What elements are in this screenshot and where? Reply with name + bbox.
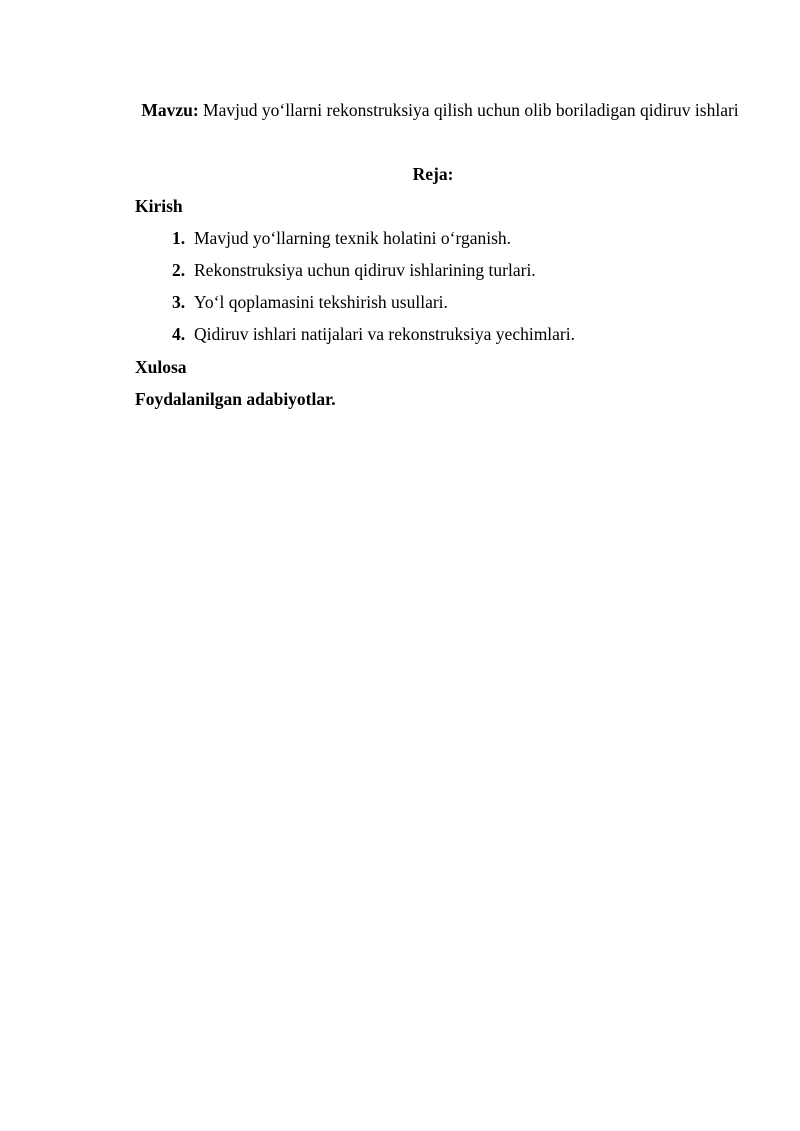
plan-heading: Reja:: [412, 164, 454, 184]
plan-item: [172, 254, 536, 286]
topic-text: Mavjud yo‘llarni rekonstruksiya qilish uchun olib boriladigan qidiruv ishlari: [203, 100, 739, 120]
references-heading: Foydalanilgan adabiyotlar.: [135, 389, 336, 409]
plan-item-number: 2.: [172, 260, 186, 280]
plan-item: [172, 318, 575, 350]
plan-item: [172, 222, 511, 254]
plan-item-text: Rekonstruksiya uchun qidiruv ishlarining turlari.: [194, 260, 536, 280]
plan-item-number: 1.: [172, 228, 186, 248]
topic-line: [133, 94, 747, 126]
plan-item-text: Qidiruv ishlari natijalari va rekonstruksiya yechimlari.: [194, 324, 576, 344]
plan-item-number: 4.: [172, 324, 186, 344]
plan-item-text: Yo‘l qoplamasini tekshirish usullari.: [194, 292, 448, 312]
plan-item-number: 3.: [172, 292, 186, 312]
topic-label: Mavzu:: [141, 100, 199, 120]
plan-item: [172, 286, 448, 318]
conclusion-heading: Xulosa: [135, 357, 187, 377]
plan-item-text: Mavjud yo‘llarning texnik holatini o‘rganish.: [194, 228, 512, 248]
intro-heading: Kirish: [135, 196, 183, 216]
